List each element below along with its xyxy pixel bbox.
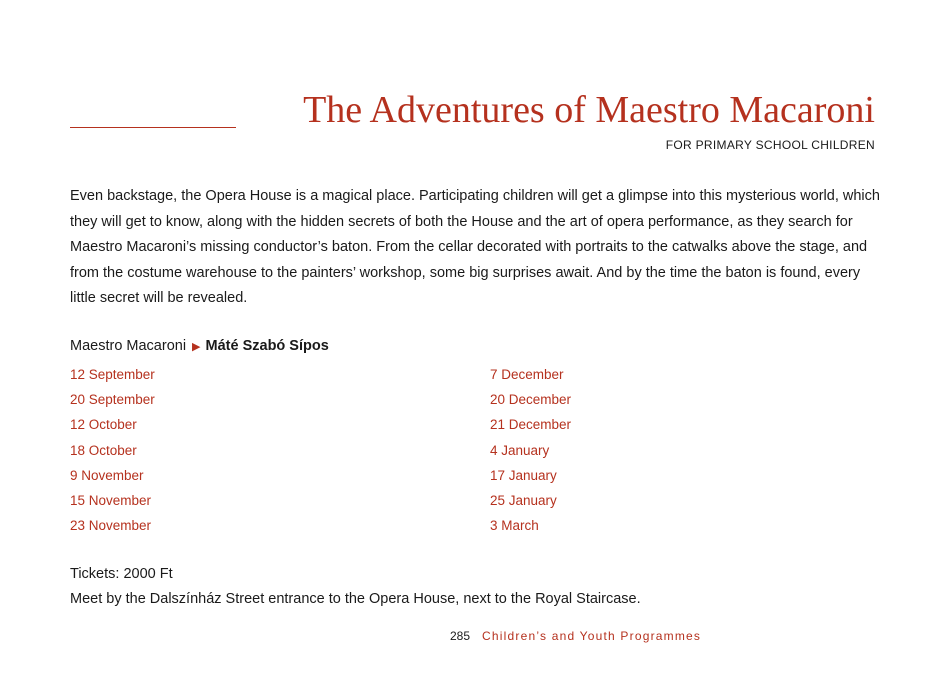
- date-item: 18 October: [70, 442, 137, 458]
- date-item: 21 December: [490, 417, 572, 433]
- dates-list-left: [70, 362, 155, 538]
- cast-line: [70, 336, 329, 357]
- date-item: 25 January: [490, 493, 557, 509]
- dates-list-right: [490, 362, 571, 538]
- section-name: Children’s and Youth Programmes: [482, 629, 702, 643]
- page-footer: [450, 628, 701, 644]
- page-title: The Adventures of Maestro Macaroni: [303, 89, 875, 131]
- date-item: 17 January: [490, 467, 557, 483]
- date-item: 9 November: [70, 467, 144, 483]
- date-item: 15 November: [70, 493, 152, 509]
- audience-subtitle: FOR PRIMARY SCHOOL CHILDREN: [665, 138, 875, 152]
- page-number: 285: [450, 629, 471, 643]
- ticket-price: Tickets: 2000 Ft: [70, 566, 173, 582]
- date-item: 4 January: [490, 442, 550, 458]
- performer-name: Máté Szabó Sípos: [205, 338, 329, 354]
- ticket-info: [70, 562, 641, 612]
- date-item: 20 December: [490, 392, 572, 408]
- meeting-point: Meet by the Dalszínház Street entrance to the Opera House, next to the Royal Staircase.: [70, 591, 641, 607]
- programme-description: Even backstage, the Opera House is a magical place. Participating children will get a glimpse into this mysterious world, which they will get to know, along with the hidden secrets of both the House and the art of opera performance, as they search for Maestro Macaroni’s missing conductor’s baton. From the cellar decorated with portraits to the catwalks above the stage, and from the costume warehouse to the painters’ workshop, some big surprises await. And by the time the baton is found, every little secret will be revealed.: [70, 188, 880, 306]
- title-row: [70, 88, 875, 132]
- date-item: 3 March: [490, 518, 539, 534]
- date-item: 20 September: [70, 392, 155, 408]
- role-name: Maestro Macaroni: [70, 338, 187, 354]
- title-rule: [70, 127, 236, 128]
- date-item: 23 November: [70, 518, 152, 534]
- arrow-icon: ▶: [192, 341, 201, 353]
- date-item: 12 October: [70, 417, 137, 433]
- date-item: 12 September: [70, 367, 155, 382]
- date-item: 7 December: [490, 367, 564, 382]
